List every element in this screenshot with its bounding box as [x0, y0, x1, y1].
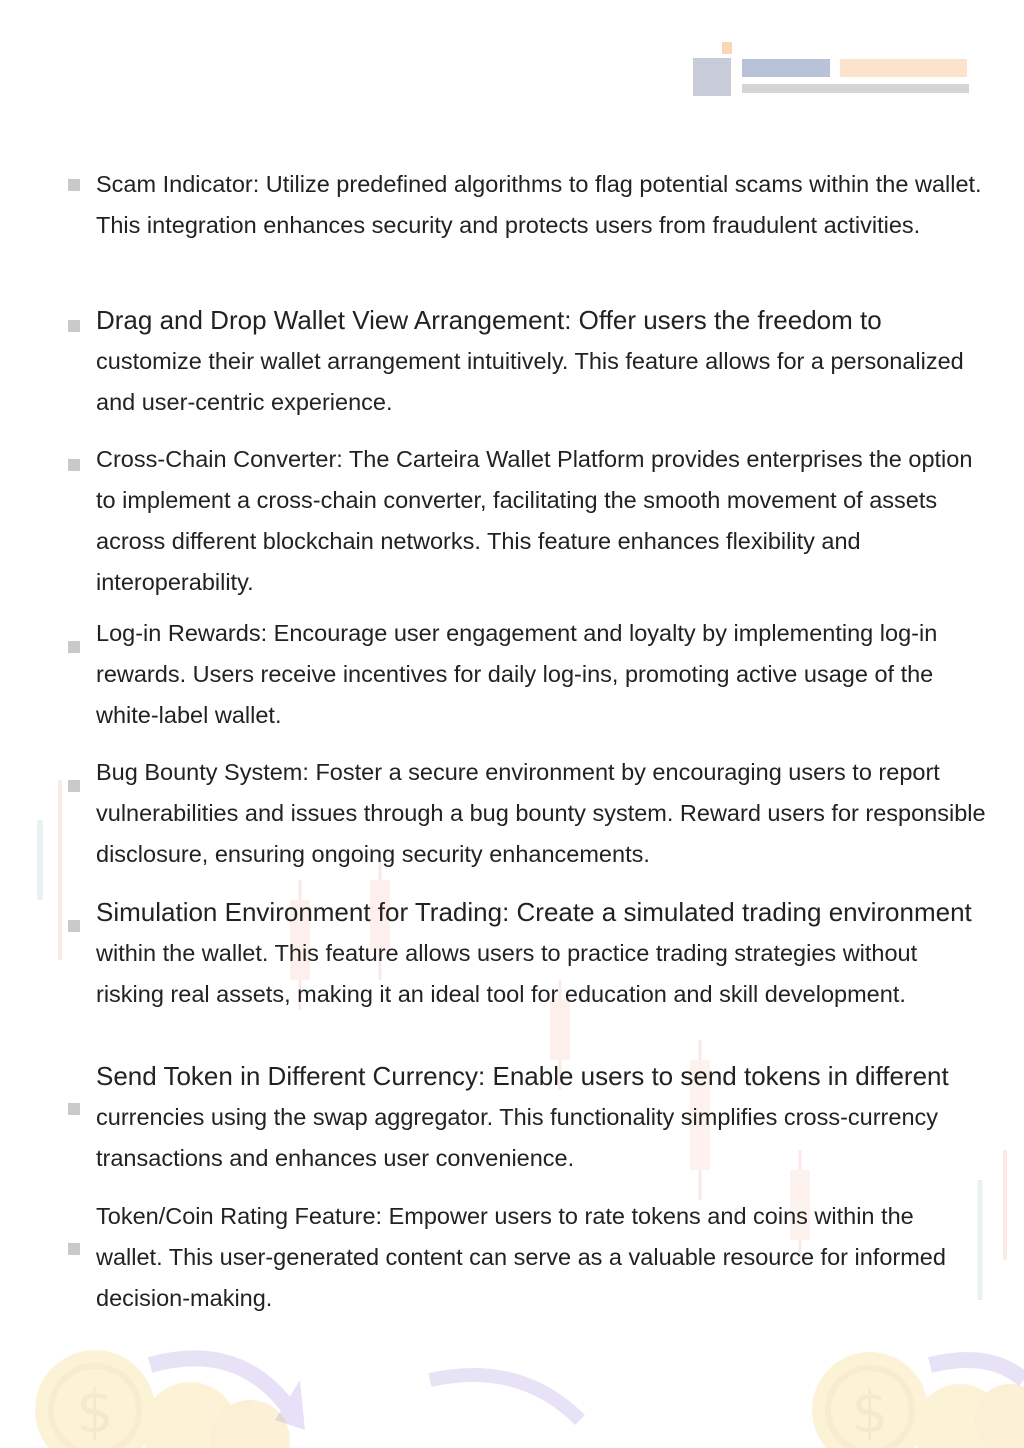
feature-text: Token/Coin Rating Feature: Empower users to rate tokens and coins within the wallet. This user-generated content can serve as a valuable resource for informed decision-making. — [96, 1203, 946, 1311]
feature-text: Simulation Environment for Trading: Create a simulated trading environment within the wallet. This feature allows users to practice trading strategies without risking real assets, making it an ideal tool for education and skill development. — [96, 897, 972, 1007]
bullet-square-icon — [68, 780, 80, 792]
feature-text: Drag and Drop Wallet View Arrangement: Offer users the freedom to customize their wallet arrangement intuitively. This feature allows for a personalized and user-centric experience. — [96, 305, 964, 415]
feature-text: Bug Bounty System: Foster a secure environment by encouraging users to report vulnerabilities and issues through a bug bounty system. Reward users for responsible disclosure, ensuring ongoing security enhancements. — [96, 759, 986, 867]
bullet-square-icon — [68, 1243, 80, 1255]
bullet-square-icon — [68, 641, 80, 653]
bullet-square-icon — [68, 920, 80, 932]
feature-text: Log-in Rewards: Encourage user engagement and loyalty by implementing log-in rewards. Users receive incentives for daily log-ins, promoting active usage of the white-label wallet. — [96, 620, 938, 728]
feature-text: Cross-Chain Converter: The Carteira Wallet Platform provides enterprises the option to implement a cross-chain converter, facilitating the smooth movement of assets across different blockchain networks. This feature enhances flexibility and interoperability. — [96, 446, 973, 595]
svg-text:$: $ — [75, 1377, 115, 1447]
svg-text:$: $ — [851, 1378, 889, 1446]
bullet-square-icon — [68, 320, 80, 332]
feature-text: Send Token in Different Currency: Enable users to send tokens in different currencies using the swap aggregator. This functionality simplifies cross-currency transactions and enhances user convenience. — [96, 1061, 949, 1171]
bullet-square-icon — [68, 179, 80, 191]
bullet-square-icon — [68, 1103, 80, 1115]
feature-text: Scam Indicator: Utilize predefined algorithms to flag potential scams within the wallet. This integration enhances security and protects users from fraudulent activities. — [96, 171, 982, 238]
bullet-square-icon — [68, 459, 80, 471]
